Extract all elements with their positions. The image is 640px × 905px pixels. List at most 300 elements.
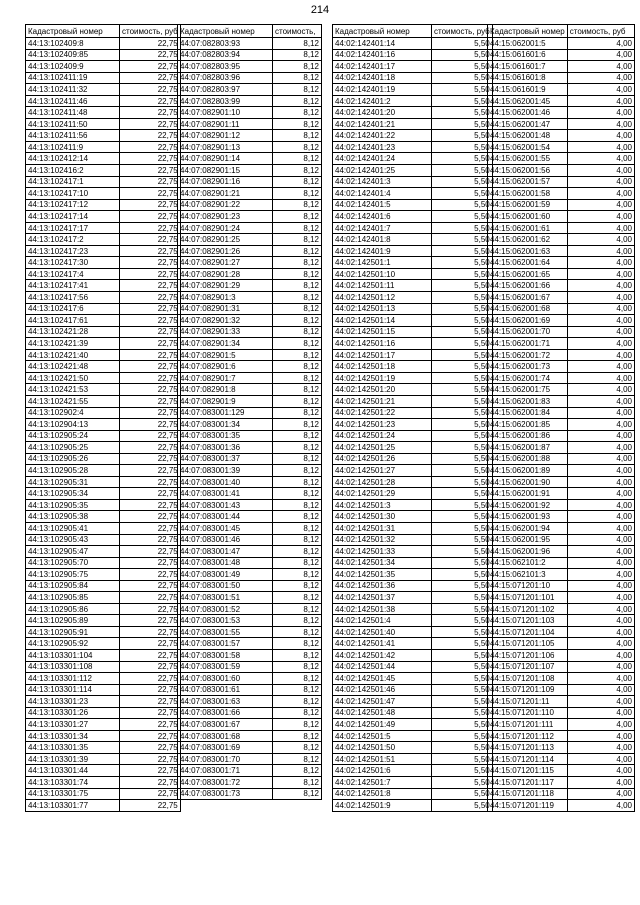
table-row bbox=[333, 84, 493, 96]
cost-cell: 4,00 bbox=[567, 245, 634, 257]
cadastral-number-cell: 44:15:062001:71 bbox=[488, 338, 568, 350]
cost-cell: 4,00 bbox=[567, 476, 634, 488]
table-row bbox=[26, 349, 181, 361]
cadastral-number-cell: 44:07:083001:47 bbox=[178, 546, 273, 558]
cadastral-number-cell: 44:07:082901:5 bbox=[178, 349, 273, 361]
table-row bbox=[333, 303, 493, 315]
table-row bbox=[488, 800, 635, 812]
cost-cell: 8,12 bbox=[273, 626, 322, 638]
table-row bbox=[488, 361, 635, 373]
cost-cell: 22,75 bbox=[120, 49, 181, 61]
cost-cell: 22,75 bbox=[120, 280, 181, 292]
cost-cell: 5,50 bbox=[432, 488, 493, 500]
table-row bbox=[333, 742, 493, 754]
cost-cell: 5,50 bbox=[432, 476, 493, 488]
cadastral-number-cell: 44:02:142501:15 bbox=[333, 326, 432, 338]
table-row bbox=[178, 546, 322, 558]
cadastral-number-cell: 44:13:103301:39 bbox=[26, 753, 120, 765]
table-row bbox=[26, 199, 181, 211]
cadastral-number-cell: 44:02:142501:41 bbox=[333, 638, 432, 650]
cadastral-number-cell: 44:02:142401:3 bbox=[333, 176, 432, 188]
cadastral-number-cell: 44:13:103301:114 bbox=[26, 684, 120, 696]
table-row bbox=[178, 384, 322, 396]
table-row bbox=[333, 361, 493, 373]
cadastral-number-cell: 44:15:071201:118 bbox=[488, 788, 568, 800]
table-row bbox=[488, 557, 635, 569]
cost-cell: 22,75 bbox=[120, 546, 181, 558]
cadastral-number-cell: 44:07:083001:66 bbox=[178, 707, 273, 719]
cost-cell: 4,00 bbox=[567, 84, 634, 96]
cadastral-number-cell: 44:15:062001:74 bbox=[488, 372, 568, 384]
cadastral-number-cell: 44:07:082901:10 bbox=[178, 107, 273, 119]
cost-cell: 8,12 bbox=[273, 234, 322, 246]
cost-cell: 22,75 bbox=[120, 592, 181, 604]
cost-cell: 4,00 bbox=[567, 38, 634, 50]
cost-cell: 22,75 bbox=[120, 719, 181, 731]
table-row bbox=[333, 49, 493, 61]
table-row bbox=[26, 84, 181, 96]
cost-cell: 22,75 bbox=[120, 234, 181, 246]
cadastral-number-cell: 44:07:082901:8 bbox=[178, 384, 273, 396]
table-row bbox=[333, 511, 493, 523]
cadastral-number-cell: 44:13:102905:31 bbox=[26, 476, 120, 488]
cadastral-number-cell: 44:07:082901:11 bbox=[178, 118, 273, 130]
cadastral-number-cell: 44:15:062001:47 bbox=[488, 118, 568, 130]
table-row bbox=[26, 211, 181, 223]
table-row bbox=[178, 707, 322, 719]
cost-cell: 8,12 bbox=[273, 326, 322, 338]
table-row bbox=[488, 442, 635, 454]
table-row bbox=[333, 453, 493, 465]
table-row bbox=[26, 534, 181, 546]
cost-cell: 5,50 bbox=[432, 257, 493, 269]
cadastral-number-cell: 44:02:142401:19 bbox=[333, 84, 432, 96]
cost-cell: 8,12 bbox=[273, 442, 322, 454]
table-row bbox=[178, 130, 322, 142]
cost-cell: 5,50 bbox=[432, 361, 493, 373]
cost-cell: 22,75 bbox=[120, 696, 181, 708]
cadastral-number-cell: 44:15:062001:83 bbox=[488, 395, 568, 407]
cost-cell: 4,00 bbox=[567, 349, 634, 361]
cost-cell: 22,75 bbox=[120, 603, 181, 615]
table-row bbox=[26, 176, 181, 188]
cost-cell: 8,12 bbox=[273, 38, 322, 50]
cost-cell: 4,00 bbox=[567, 522, 634, 534]
cost-cell: 22,75 bbox=[120, 534, 181, 546]
cost-cell: 22,75 bbox=[120, 61, 181, 73]
cost-cell: 5,50 bbox=[432, 407, 493, 419]
table-row bbox=[178, 684, 322, 696]
table-row bbox=[488, 696, 635, 708]
cost-cell: 4,00 bbox=[567, 730, 634, 742]
cadastral-number-cell: 44:15:062001:87 bbox=[488, 442, 568, 454]
table-row bbox=[26, 742, 181, 754]
cost-cell: 5,50 bbox=[432, 626, 493, 638]
cadastral-number-cell: 44:13:102409:8 bbox=[26, 38, 120, 50]
cost-cell: 5,50 bbox=[432, 338, 493, 350]
cost-cell: 5,50 bbox=[432, 592, 493, 604]
cost-cell: 8,12 bbox=[273, 684, 322, 696]
cadastral-number-cell: 44:15:062001:48 bbox=[488, 130, 568, 142]
cost-cell: 22,75 bbox=[120, 165, 181, 177]
cadastral-number-cell: 44:02:142501:28 bbox=[333, 476, 432, 488]
cost-cell: 22,75 bbox=[120, 557, 181, 569]
cadastral-number-cell: 44:15:062001:66 bbox=[488, 280, 568, 292]
cadastral-number-cell: 44:07:082901:16 bbox=[178, 176, 273, 188]
cadastral-number-cell: 44:02:142401:2 bbox=[333, 95, 432, 107]
cadastral-number-cell: 44:13:102417:12 bbox=[26, 199, 120, 211]
cadastral-number-cell: 44:13:102411:9 bbox=[26, 141, 120, 153]
table-row bbox=[488, 730, 635, 742]
cost-cell: 22,75 bbox=[120, 303, 181, 315]
cost-cell: 22,75 bbox=[120, 395, 181, 407]
cadastral-number-cell: 44:15:062001:96 bbox=[488, 546, 568, 558]
table-row bbox=[26, 72, 181, 84]
cadastral-number-cell: 44:02:142501:50 bbox=[333, 742, 432, 754]
cadastral-number-cell: 44:15:062001:45 bbox=[488, 95, 568, 107]
cost-cell: 8,12 bbox=[273, 84, 322, 96]
table-row bbox=[488, 211, 635, 223]
cost-cell: 8,12 bbox=[273, 407, 322, 419]
cadastral-number-cell: 44:15:062001:58 bbox=[488, 188, 568, 200]
cost-cell: 4,00 bbox=[567, 292, 634, 304]
table-row bbox=[488, 199, 635, 211]
cadastral-number-cell: 44:13:102905:84 bbox=[26, 580, 120, 592]
cadastral-number-cell: 44:15:071201:102 bbox=[488, 603, 568, 615]
cadastral-number-cell: 44:13:102905:91 bbox=[26, 626, 120, 638]
table-row bbox=[178, 292, 322, 304]
cost-cell: 5,50 bbox=[432, 569, 493, 581]
cadastral-number-cell: 44:07:082901:25 bbox=[178, 234, 273, 246]
cost-cell: 4,00 bbox=[567, 199, 634, 211]
table-row bbox=[333, 130, 493, 142]
cost-cell: 22,75 bbox=[120, 499, 181, 511]
cost-cell: 8,12 bbox=[273, 592, 322, 604]
cost-cell: 4,00 bbox=[567, 49, 634, 61]
cost-cell: 5,50 bbox=[432, 188, 493, 200]
cost-cell: 8,12 bbox=[273, 707, 322, 719]
table-row bbox=[26, 788, 181, 800]
table-row bbox=[178, 280, 322, 292]
cadastral-number-cell: 44:02:142501:36 bbox=[333, 580, 432, 592]
page-number: 214 bbox=[310, 4, 330, 16]
table-row bbox=[178, 753, 322, 765]
table-row bbox=[333, 268, 493, 280]
table-row bbox=[178, 95, 322, 107]
table-row bbox=[488, 257, 635, 269]
cadastral-number-cell: 44:13:102417:2 bbox=[26, 234, 120, 246]
table-row bbox=[26, 118, 181, 130]
cadastral-number-cell: 44:02:142401:5 bbox=[333, 199, 432, 211]
table-row bbox=[488, 546, 635, 558]
table-row bbox=[488, 788, 635, 800]
table-row bbox=[178, 569, 322, 581]
cadastral-number-cell: 44:07:082901:31 bbox=[178, 303, 273, 315]
cost-cell: 5,50 bbox=[432, 580, 493, 592]
cadastral-number-cell: 44:15:062001:57 bbox=[488, 176, 568, 188]
cost-cell: 22,75 bbox=[120, 788, 181, 800]
table-row bbox=[26, 222, 181, 234]
cadastral-number-cell: 44:07:082901:29 bbox=[178, 280, 273, 292]
table-row bbox=[26, 395, 181, 407]
table-row bbox=[333, 592, 493, 604]
table-row bbox=[488, 661, 635, 673]
cost-cell: 5,50 bbox=[432, 315, 493, 327]
cadastral-number-cell: 44:13:102905:85 bbox=[26, 592, 120, 604]
table-row bbox=[333, 419, 493, 431]
cadastral-table-3 bbox=[332, 24, 493, 812]
cadastral-number-cell: 44:07:083001:48 bbox=[178, 557, 273, 569]
cadastral-number-cell: 44:15:071201:10 bbox=[488, 580, 568, 592]
table-row bbox=[178, 395, 322, 407]
cost-cell: 4,00 bbox=[567, 338, 634, 350]
cost-cell: 8,12 bbox=[273, 557, 322, 569]
table-row bbox=[26, 303, 181, 315]
cadastral-number-cell: 44:02:142501:34 bbox=[333, 557, 432, 569]
cadastral-number-cell: 44:02:142501:8 bbox=[333, 788, 432, 800]
table-row bbox=[26, 141, 181, 153]
cost-cell: 5,50 bbox=[432, 788, 493, 800]
cost-cell: 5,50 bbox=[432, 349, 493, 361]
cadastral-number-cell: 44:15:061601:6 bbox=[488, 49, 568, 61]
table-row bbox=[333, 234, 493, 246]
cadastral-number-cell: 44:02:142501:24 bbox=[333, 430, 432, 442]
table-row bbox=[26, 649, 181, 661]
table-row bbox=[333, 580, 493, 592]
cost-cell: 8,12 bbox=[273, 361, 322, 373]
cadastral-number-cell: 44:15:062001:70 bbox=[488, 326, 568, 338]
table-row bbox=[26, 188, 181, 200]
cadastral-number-cell: 44:15:071201:106 bbox=[488, 649, 568, 661]
table-row bbox=[26, 684, 181, 696]
cadastral-number-cell: 44:13:102411:56 bbox=[26, 130, 120, 142]
cost-cell: 8,12 bbox=[273, 268, 322, 280]
table-row bbox=[178, 245, 322, 257]
cadastral-number-cell: 44:07:083001:52 bbox=[178, 603, 273, 615]
table-row bbox=[178, 118, 322, 130]
cost-cell: 4,00 bbox=[567, 222, 634, 234]
cost-cell: 5,50 bbox=[432, 742, 493, 754]
cadastral-table-2 bbox=[177, 24, 322, 800]
table-row bbox=[333, 257, 493, 269]
cadastral-number-cell: 44:13:102905:34 bbox=[26, 488, 120, 500]
cadastral-number-cell: 44:07:082901:23 bbox=[178, 211, 273, 223]
cost-cell: 5,50 bbox=[432, 395, 493, 407]
table-row bbox=[178, 719, 322, 731]
table-row bbox=[26, 234, 181, 246]
table-row bbox=[178, 153, 322, 165]
cost-cell: 8,12 bbox=[273, 49, 322, 61]
cadastral-number-cell: 44:07:082803:95 bbox=[178, 61, 273, 73]
table-row bbox=[333, 107, 493, 119]
cadastral-number-cell: 44:02:142501:20 bbox=[333, 384, 432, 396]
table-row bbox=[178, 673, 322, 685]
cost-cell: 22,75 bbox=[120, 130, 181, 142]
table-row bbox=[333, 661, 493, 673]
cost-cell: 4,00 bbox=[567, 661, 634, 673]
cadastral-number-cell: 44:13:102417:1 bbox=[26, 176, 120, 188]
table-row bbox=[178, 49, 322, 61]
cost-cell: 8,12 bbox=[273, 569, 322, 581]
cadastral-number-cell: 44:15:062001:93 bbox=[488, 511, 568, 523]
header-cadastral-number: Кадастровый номер bbox=[178, 25, 273, 38]
cost-cell: 5,50 bbox=[432, 719, 493, 731]
cost-cell: 8,12 bbox=[273, 499, 322, 511]
cost-cell: 5,50 bbox=[432, 557, 493, 569]
cost-cell: 5,50 bbox=[432, 534, 493, 546]
table-row bbox=[333, 372, 493, 384]
table-row bbox=[178, 430, 322, 442]
cadastral-number-cell: 44:15:062001:73 bbox=[488, 361, 568, 373]
cost-cell: 5,50 bbox=[432, 130, 493, 142]
cost-cell: 4,00 bbox=[567, 72, 634, 84]
table-row bbox=[178, 580, 322, 592]
cadastral-number-cell: 44:13:103301:26 bbox=[26, 707, 120, 719]
cost-cell: 8,12 bbox=[273, 303, 322, 315]
table-row bbox=[333, 777, 493, 789]
cadastral-number-cell: 44:13:102905:24 bbox=[26, 430, 120, 442]
cost-cell: 8,12 bbox=[273, 349, 322, 361]
cost-cell: 5,50 bbox=[432, 453, 493, 465]
cost-cell: 5,50 bbox=[432, 165, 493, 177]
cost-cell: 22,75 bbox=[120, 765, 181, 777]
cost-cell: 5,50 bbox=[432, 280, 493, 292]
cadastral-number-cell: 44:13:102417:41 bbox=[26, 280, 120, 292]
cost-cell: 4,00 bbox=[567, 580, 634, 592]
cadastral-number-cell: 44:07:082901:24 bbox=[178, 222, 273, 234]
cost-cell: 8,12 bbox=[273, 222, 322, 234]
table-row bbox=[178, 234, 322, 246]
cost-cell: 8,12 bbox=[273, 107, 322, 119]
cost-cell: 22,75 bbox=[120, 707, 181, 719]
table-row bbox=[26, 326, 181, 338]
table-row bbox=[333, 499, 493, 511]
cadastral-number-cell: 44:02:142501:32 bbox=[333, 534, 432, 546]
cadastral-number-cell: 44:15:062001:67 bbox=[488, 292, 568, 304]
cost-cell: 8,12 bbox=[273, 118, 322, 130]
table-row bbox=[26, 707, 181, 719]
cadastral-number-cell: 44:07:083001:63 bbox=[178, 696, 273, 708]
cost-cell: 4,00 bbox=[567, 361, 634, 373]
cost-cell: 5,50 bbox=[432, 603, 493, 615]
cadastral-number-cell: 44:15:062001:65 bbox=[488, 268, 568, 280]
cadastral-number-cell: 44:02:142501:19 bbox=[333, 372, 432, 384]
table-header-row bbox=[26, 25, 181, 38]
table-row bbox=[488, 372, 635, 384]
table-row bbox=[488, 673, 635, 685]
cadastral-number-cell: 44:02:142501:4 bbox=[333, 615, 432, 627]
table-row bbox=[26, 569, 181, 581]
cadastral-number-cell: 44:15:062001:94 bbox=[488, 522, 568, 534]
cadastral-number-cell: 44:02:142501:1 bbox=[333, 257, 432, 269]
table-row bbox=[333, 800, 493, 812]
cadastral-number-cell: 44:15:062001:89 bbox=[488, 465, 568, 477]
table-row bbox=[26, 592, 181, 604]
cost-cell: 8,12 bbox=[273, 338, 322, 350]
table-row bbox=[488, 615, 635, 627]
cost-cell: 4,00 bbox=[567, 765, 634, 777]
cost-cell: 22,75 bbox=[120, 188, 181, 200]
header-cost: стоимость, руб bbox=[120, 25, 181, 38]
cadastral-number-cell: 44:07:082901:26 bbox=[178, 245, 273, 257]
table-row bbox=[178, 603, 322, 615]
cost-cell: 5,50 bbox=[432, 292, 493, 304]
cost-cell: 8,12 bbox=[273, 511, 322, 523]
header-cadastral-number: Кадастровый номер bbox=[488, 25, 568, 38]
table-row bbox=[488, 638, 635, 650]
cadastral-number-cell: 44:15:062001:46 bbox=[488, 107, 568, 119]
cadastral-number-cell: 44:07:083001:69 bbox=[178, 742, 273, 754]
cadastral-number-cell: 44:15:071201:113 bbox=[488, 742, 568, 754]
cost-cell: 22,75 bbox=[120, 511, 181, 523]
table-row bbox=[333, 72, 493, 84]
cadastral-number-cell: 44:15:062001:84 bbox=[488, 407, 568, 419]
table-row bbox=[488, 742, 635, 754]
table-row bbox=[488, 649, 635, 661]
cost-cell: 5,50 bbox=[432, 268, 493, 280]
table-row bbox=[26, 280, 181, 292]
cost-cell: 4,00 bbox=[567, 499, 634, 511]
cost-cell: 22,75 bbox=[120, 372, 181, 384]
cadastral-number-cell: 44:15:061601:8 bbox=[488, 72, 568, 84]
cost-cell: 4,00 bbox=[567, 488, 634, 500]
cost-cell: 8,12 bbox=[273, 580, 322, 592]
cost-cell: 8,12 bbox=[273, 430, 322, 442]
cost-cell: 8,12 bbox=[273, 257, 322, 269]
cadastral-number-cell: 44:15:071201:103 bbox=[488, 615, 568, 627]
cost-cell: 8,12 bbox=[273, 395, 322, 407]
cost-cell: 5,50 bbox=[432, 141, 493, 153]
table-row bbox=[26, 638, 181, 650]
cost-cell: 8,12 bbox=[273, 719, 322, 731]
cadastral-number-cell: 44:15:071201:110 bbox=[488, 707, 568, 719]
cost-cell: 4,00 bbox=[567, 453, 634, 465]
cost-cell: 5,50 bbox=[432, 326, 493, 338]
cadastral-number-cell: 44:13:102905:25 bbox=[26, 442, 120, 454]
cost-cell: 8,12 bbox=[273, 673, 322, 685]
cadastral-number-cell: 44:07:083001:34 bbox=[178, 419, 273, 431]
table-row bbox=[488, 153, 635, 165]
table-row bbox=[333, 61, 493, 73]
table-row bbox=[178, 453, 322, 465]
cadastral-number-cell: 44:07:083001:70 bbox=[178, 753, 273, 765]
cadastral-number-cell: 44:07:082901:15 bbox=[178, 165, 273, 177]
cadastral-number-cell: 44:13:102416:2 bbox=[26, 165, 120, 177]
cadastral-number-cell: 44:13:102905:28 bbox=[26, 465, 120, 477]
cadastral-number-cell: 44:13:103301:27 bbox=[26, 719, 120, 731]
table-row bbox=[26, 384, 181, 396]
cost-cell: 4,00 bbox=[567, 696, 634, 708]
cadastral-number-cell: 44:02:142501:5 bbox=[333, 730, 432, 742]
cost-cell: 4,00 bbox=[567, 176, 634, 188]
cost-cell: 4,00 bbox=[567, 153, 634, 165]
cost-cell: 22,75 bbox=[120, 730, 181, 742]
table-header-row bbox=[488, 25, 635, 38]
cost-cell: 22,75 bbox=[120, 349, 181, 361]
cadastral-number-cell: 44:07:083001:37 bbox=[178, 453, 273, 465]
header-cost: стоимость, руб bbox=[432, 25, 493, 38]
cadastral-number-cell: 44:13:103301:35 bbox=[26, 742, 120, 754]
cadastral-number-cell: 44:15:062001:68 bbox=[488, 303, 568, 315]
cost-cell: 4,00 bbox=[567, 719, 634, 731]
cost-cell: 22,75 bbox=[120, 315, 181, 327]
cost-cell: 8,12 bbox=[273, 141, 322, 153]
table-row bbox=[178, 222, 322, 234]
cost-cell: 5,50 bbox=[432, 153, 493, 165]
table-row bbox=[333, 165, 493, 177]
cadastral-number-cell: 44:13:103301:77 bbox=[26, 800, 120, 812]
cost-cell: 22,75 bbox=[120, 488, 181, 500]
